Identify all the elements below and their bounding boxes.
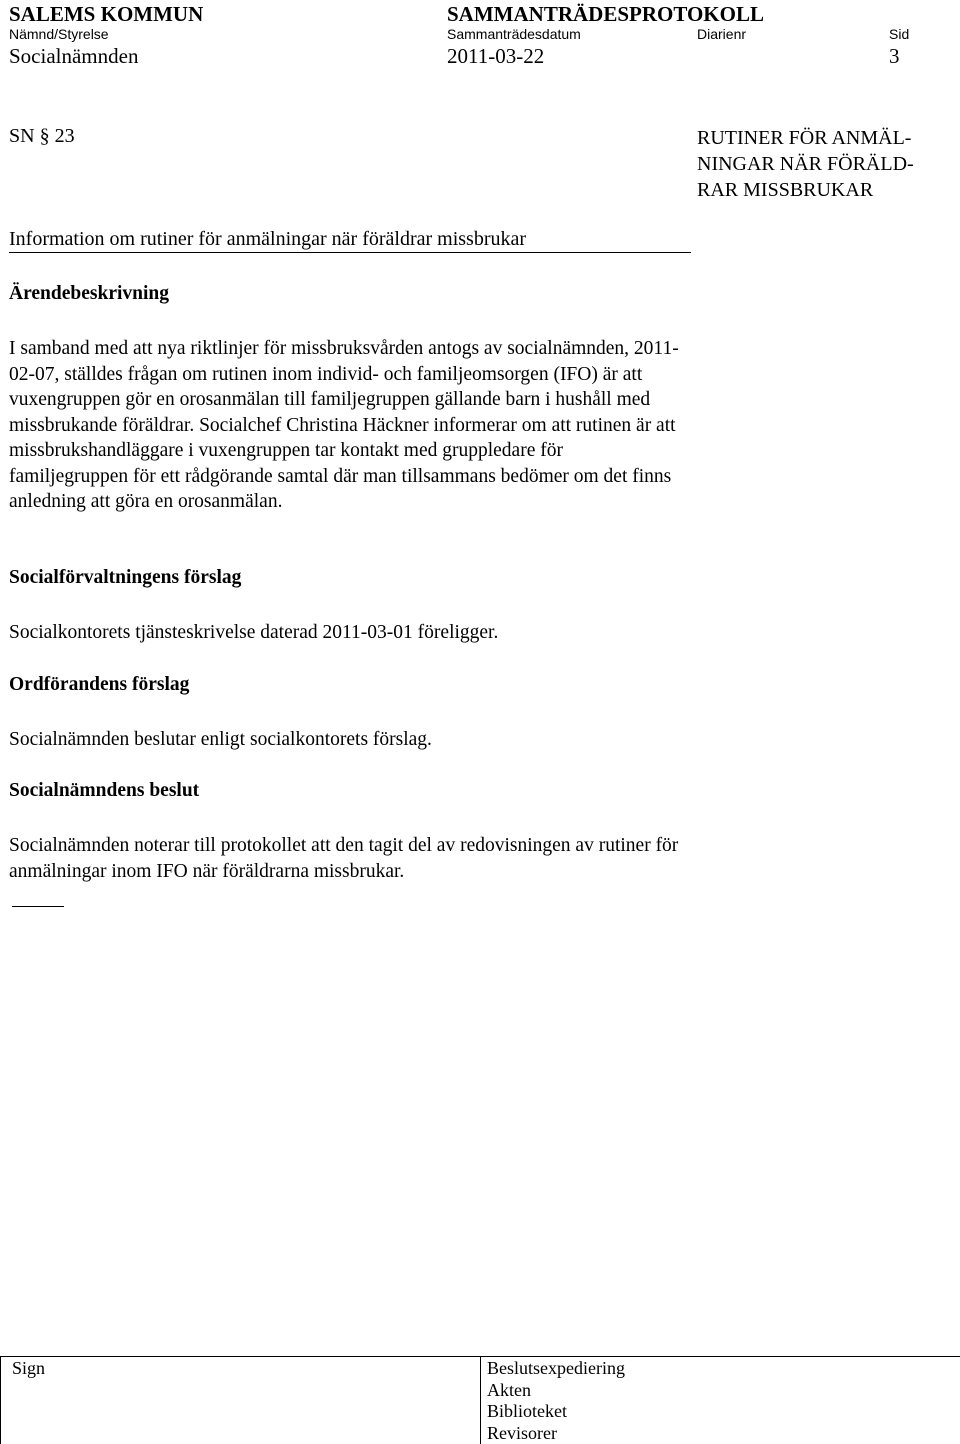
organization-name: SALEMS KOMMUN <box>9 2 204 26</box>
item-title-line: NINGAR NÄR FÖRÄLD- <box>697 153 914 175</box>
section-heading-chair-proposal: Ordförandens förslag <box>9 674 190 695</box>
footer-left-border <box>0 1356 1 1444</box>
case-description-text: I samband med att nya riktlinjer för missbruksvården antogs av socialnämnden, 2011-02-07, ställdes frågan om rutinen inom individ- och familjeomsorgen (IFO) är att vuxengruppen gör en orosanmälan till familjegruppen gällande barn i hushåll med missbrukande föräldrar. Socialchef Christina Häckner informerar om att rutinen är att missbrukshandläggare i vuxengruppen tar kontakt med gruppledare för familjegruppen för ett rådgörande samtal där man tillsammans bedömer om det finns anledning att göra en orosanmälan. <box>9 338 679 512</box>
subject-underline <box>9 252 691 253</box>
section-heading-decision: Socialnämndens beslut <box>9 780 200 801</box>
item-title-line: RUTINER FÖR ANMÄL- <box>697 127 912 149</box>
item-number: SN § 23 <box>9 125 75 147</box>
item-title-line: RAR MISSBRUKAR <box>697 179 874 201</box>
dispatch-recipient: Akten <box>487 1379 531 1400</box>
page-number: 3 <box>889 44 900 68</box>
page-label: Sid <box>889 26 910 42</box>
diary-number-label: Diarienr <box>697 26 747 42</box>
meeting-date: 2011-03-22 <box>447 44 545 68</box>
section-heading-case-description: Ärendebeskrivning <box>9 283 169 304</box>
document-type: SAMMANTRÄDESPROTOKOLL <box>447 2 764 26</box>
dispatch-recipient: Revisorer <box>487 1422 557 1443</box>
board-label: Nämnd/Styrelse <box>9 26 109 42</box>
meeting-date-label: Sammanträdesdatum <box>447 26 581 42</box>
sign-label: Sign <box>12 1358 46 1378</box>
dispatch-list <box>487 1358 625 1444</box>
chair-proposal-text: Socialnämnden beslutar enligt socialkontorets förslag. <box>9 729 432 750</box>
end-of-item-rule <box>12 906 64 907</box>
item-title <box>697 125 947 203</box>
item-subject: Information om rutiner för anmälningar när föräldrar missbrukar <box>9 228 527 250</box>
board-name: Socialnämnden <box>9 44 139 68</box>
footer-divider <box>480 1356 481 1444</box>
dispatch-heading: Beslutsexpediering <box>487 1358 625 1378</box>
section-heading-administration-proposal: Socialförvaltningens förslag <box>9 567 242 588</box>
decision-text: Socialnämnden noterar till protokollet att den tagit del av redovisningen av rutiner för anmälningar inom IFO när föräldrarna missbrukar. <box>9 835 679 882</box>
administration-proposal-text: Socialkontorets tjänsteskrivelse daterad 2011-03-01 föreligger. <box>9 622 499 643</box>
dispatch-recipient: Biblioteket <box>487 1401 567 1421</box>
